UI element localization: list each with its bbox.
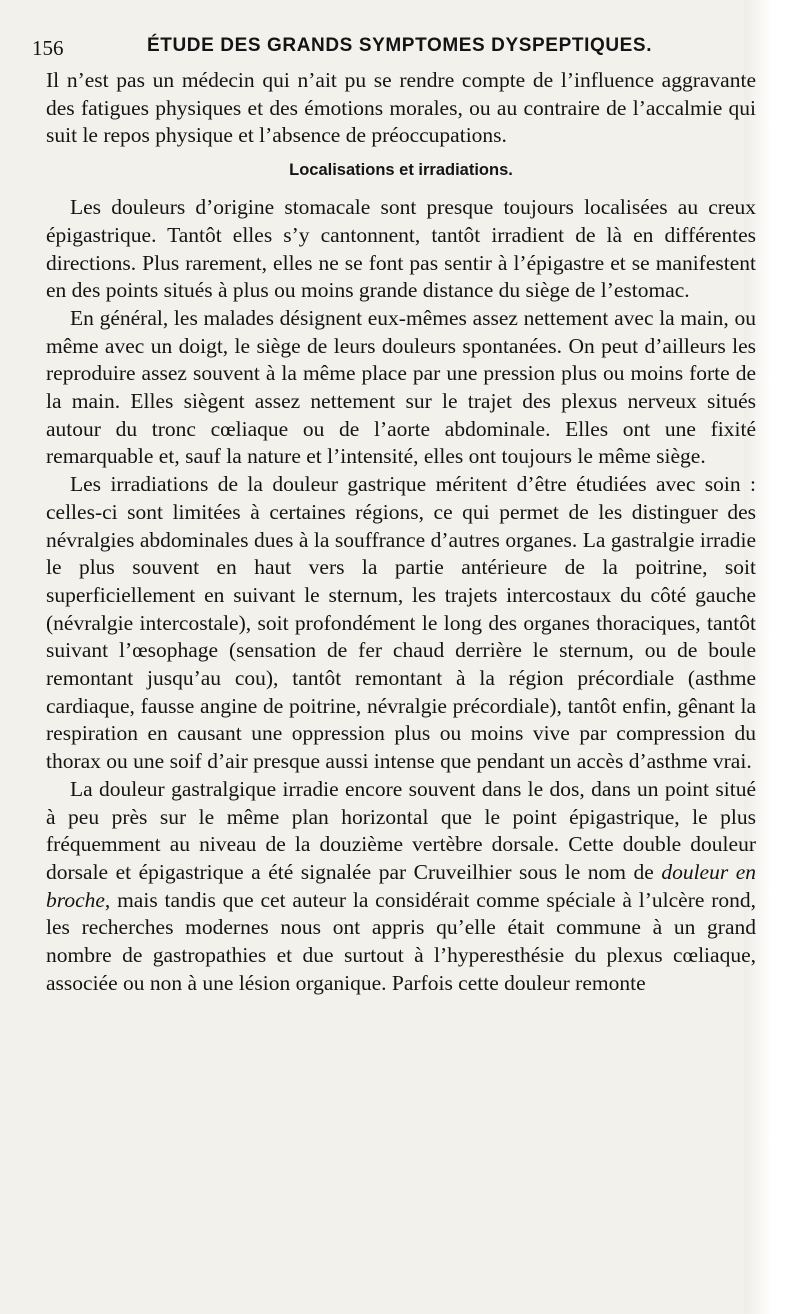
paragraph-4-text-after: , mais tandis que cet auteur la considérait comme spéciale à l’ulcère rond, les recherches modernes nous ont appris qu’elle était commune à un grand nombre de gastropathies et due surtout à l’hyperesthésie du plexus cœliaque, associée ou non à une lésion organique. Parfois cette douleur remonte bbox=[46, 887, 756, 995]
page-number: 156 bbox=[32, 36, 64, 60]
paragraph-1: Les douleurs d’origine stomacale sont presque toujours localisées au creux épigastrique. Tantôt elles s’y cantonnent, tantôt irradient de là en différentes directions. Plus rarement, elles ne se font pas sentir à l’épigastre et se manifestent en des points situés à plus ou moins grande distance du siège de l’estomac. bbox=[46, 195, 756, 303]
running-title: ÉTUDE DES GRANDS SYMPTOMES DYSPEPTIQUES. bbox=[147, 35, 653, 56]
paragraph-4 bbox=[46, 776, 756, 998]
page-header bbox=[32, 30, 744, 64]
paragraph-4-italic-term: douleur en broche bbox=[46, 859, 756, 912]
page-body bbox=[46, 67, 756, 998]
paragraph-3: Les irradiations de la douleur gastrique méritent d’être étudiées avec soin : celles-ci sont limitées à certaines régions, ce qui permet de les distinguer des névralgies abdominales dues à la souffrance d’autres organes. La gastralgie irradie le plus souvent en haut vers la partie antérieure de la poitrine, soit superficiellement en suivant le sternum, les trajets intercostaux du côté gauche (névralgie intercostale), soit profondément le long des organes thoraciques, tantôt suivant l’œsophage (sensation de fer chaud derrière le sternum, ou de boule remontant jusqu’au cou), tantôt remontant à la région précordiale (asthme cardiaque, fausse angine de poitrine, névralgie précordiale), tantôt enfin, gênant la respiration en causant une oppression plus ou moins vive par compression du thorax ou une soif d’air presque aussi intense que pendant un accès d’asthme vrai. bbox=[46, 472, 756, 774]
intro-paragraph: Il n’est pas un médecin qui n’ait pu se rendre compte de l’influence aggravante des fatigues physiques et des émotions morales, ou au contraire de l’accalmie qui suit le repos physique et l’absence de préoccupations. bbox=[46, 68, 756, 148]
paragraph-4-text-before: La douleur gastralgique irradie encore souvent dans le dos, dans un point situé à peu près sur le même plan horizontal que le point épigastrique, le plus fréquemment au niveau de la douzième vertèbre dorsale. Cette double douleur dorsale et épigastrique a été signalée par Cruveilhier sous le nom de bbox=[46, 776, 756, 884]
paragraph-2: En général, les malades désignent eux-mêmes assez nettement avec la main, ou même avec un doigt, le siège de leurs douleurs spontanées. On peut d’ailleurs les reproduire assez souvent à la même place par une pression plus ou moins forte de la main. Elles siègent assez nettement sur le trajet des plexus nerveux situés autour du tronc cœliaque ou de l’aorte abdominale. Elles ont une fixité remarquable et, sauf la nature et l’intensité, elles ont toujours le même siège. bbox=[46, 305, 756, 469]
section-title: Localisations et irradiations. bbox=[289, 161, 513, 180]
